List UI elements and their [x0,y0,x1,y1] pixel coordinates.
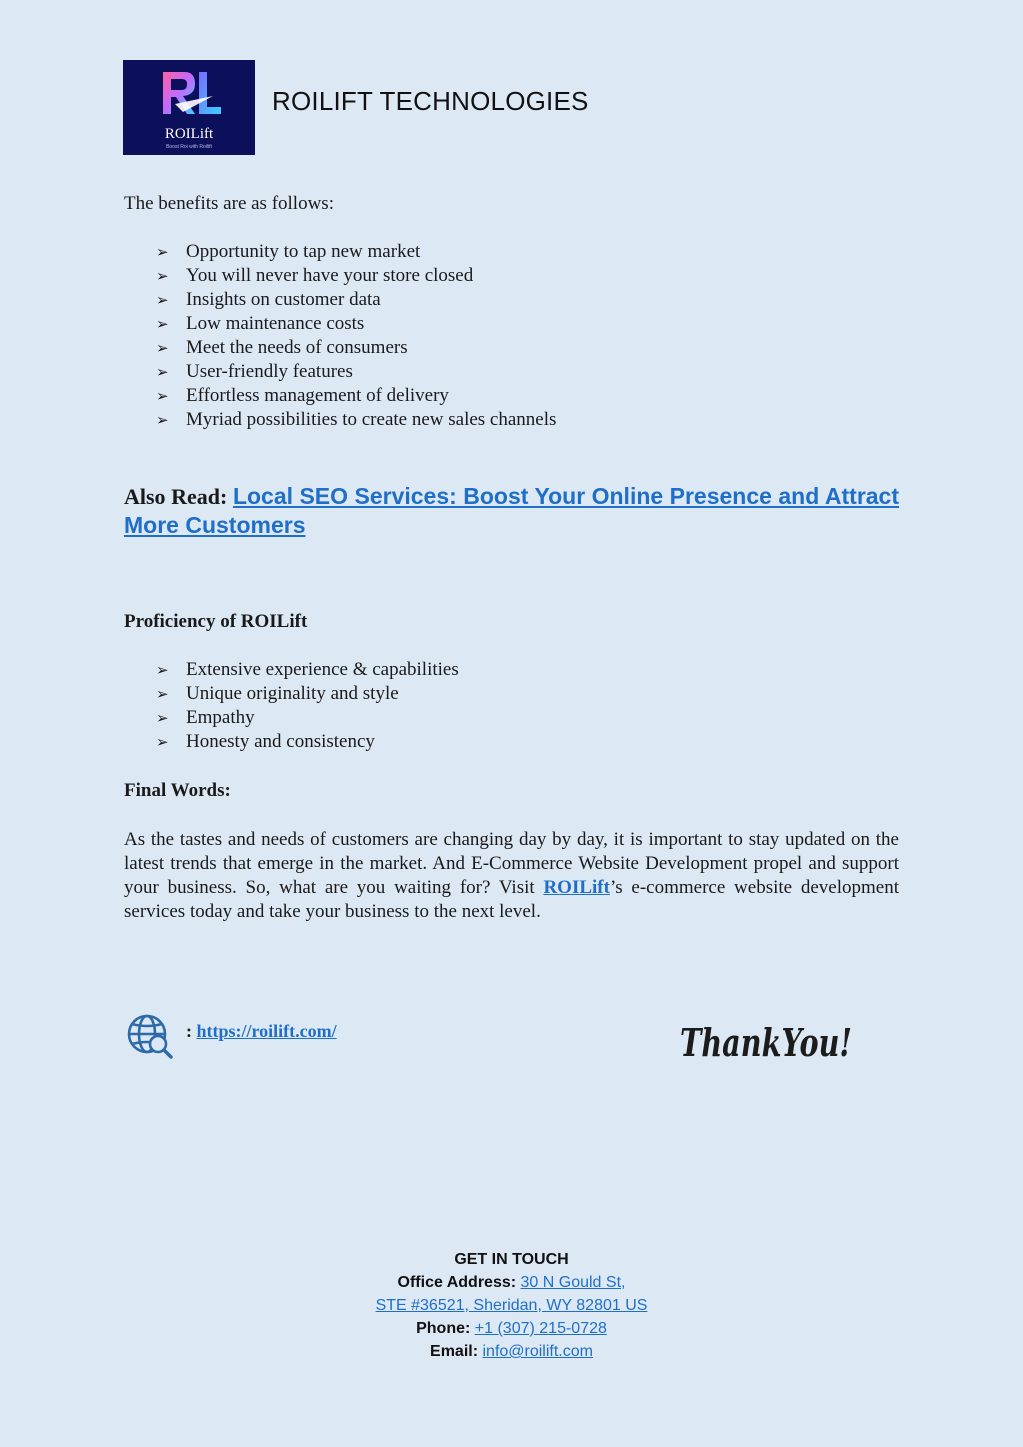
email-link[interactable]: info@roilift.com [482,1343,593,1360]
thank-you-text: ThankYou! [680,1020,852,1065]
also-read-label: Also Read: [124,484,228,509]
phone-line: Phone: +1 (307) 215-0728 [416,1320,607,1337]
website-line: : https://roilift.com/ [186,1021,337,1041]
list-item: ➢ Empathy [156,707,255,728]
website-link[interactable]: https://roilift.com/ [196,1021,337,1041]
final-words-paragraph: As the tastes and needs of customers are changing day by day, it is important to stay updated on the latest trends that emerge in the market. And E-Commerce Website Development propel and support your business. So, what are you waiting for? Visit ROILift’s e-commerce website development services today and take your business to the next level. [124,829,899,922]
globe-search-icon [126,1013,174,1059]
list-item: ➢ User-friendly features [156,361,353,382]
list-item: ➢ Low maintenance costs [156,313,365,334]
logo-wordmark: ROILift [164,126,214,142]
arrowhead-bullet-icon: ➢ [156,709,169,727]
arrowhead-bullet-icon: ➢ [156,411,169,429]
arrowhead-bullet-icon: ➢ [156,291,169,309]
also-read [124,482,899,540]
also-read-link[interactable]: Local SEO Services: Boost Your Online Presence and Attract More Customers [124,483,900,538]
list-item: ➢ Extensive experience & capabilities [156,659,459,680]
arrowhead-bullet-icon: ➢ [156,733,169,751]
arrowhead-bullet-icon: ➢ [156,661,169,679]
contact-heading: GET IN TOUCH [454,1251,569,1268]
list-item: ➢ Meet the needs of consumers [156,337,408,358]
arrowhead-bullet-icon: ➢ [156,387,169,405]
final-words-heading: Final Words: [124,780,231,801]
arrowhead-bullet-icon: ➢ [156,685,169,703]
company-name: ROILIFT TECHNOLOGIES [272,86,589,116]
roilift-link[interactable]: ROILift [543,877,610,898]
arrowhead-bullet-icon: ➢ [156,363,169,381]
office-address-line: Office Address: 30 N Gould St, [397,1274,626,1291]
benefits-intro: The benefits are as follows: [124,193,334,214]
office-address-line2 [0,1294,1023,1317]
arrowhead-bullet-icon: ➢ [156,243,169,261]
list-item: ➢ You will never have your store closed [156,265,474,286]
benefits-list [154,240,556,432]
arrowhead-bullet-icon: ➢ [156,315,169,333]
proficiency-heading: Proficiency of ROILift [124,611,308,632]
roilift-logo [123,60,255,155]
list-item: ➢ Insights on customer data [156,289,381,310]
address-link-line2[interactable]: STE #36521, Sheridan, WY 82801 US [375,1297,648,1314]
email-line: Email: info@roilift.com [430,1343,593,1360]
list-item: ➢ Opportunity to tap new market [156,241,421,262]
arrowhead-bullet-icon: ➢ [156,339,169,357]
list-item: ➢ Honesty and consistency [156,731,375,752]
list-item: ➢ Effortless management of delivery [156,385,449,406]
list-item: ➢ Myriad possibilities to create new sales channels [156,409,557,430]
arrowhead-bullet-icon: ➢ [156,267,169,285]
phone-link[interactable]: +1 (307) 215-0728 [474,1320,607,1337]
logo-tagline: Boost Roi with Roilift [166,144,212,150]
address-link-line1[interactable]: 30 N Gould St, [520,1274,626,1291]
proficiency-list [154,658,459,754]
contact-section [0,1248,1023,1363]
thank-you-graphic [680,1010,855,1070]
list-item: ➢ Unique originality and style [156,683,399,704]
